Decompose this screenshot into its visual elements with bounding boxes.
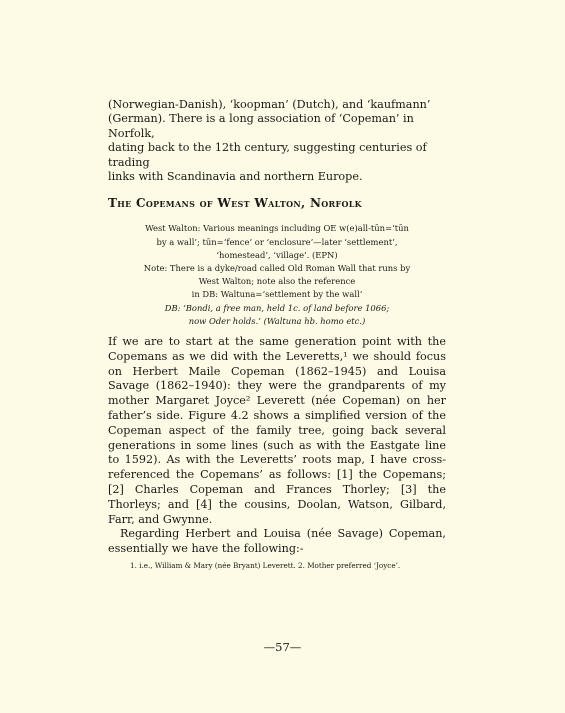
etymology-line: DB: ‘Bondi, a free man, held 1c. of land before 1066;: [164, 302, 390, 313]
footnote: 1. i.e., William & Mary (née Bryant) Leverett. 2. Mother preferred ‘Joyce’.: [130, 561, 401, 571]
etymology-line: now Oder holds.’ (Waltuna hb. homo etc.): [188, 315, 366, 326]
regarding-paragraph: Regarding Herbert and Louisa (née Savage) Copeman, essentially we have the following:-: [108, 527, 446, 556]
etymology-line: West Walton: Various meanings including OE w(e)all-tūn=‘tūn: [145, 223, 409, 234]
etymology-line: Note: There is a dyke/road called Old Roman Wall that runs by: [143, 263, 411, 274]
main-paragraph: If we are to start at the same generation point with the Copemans as we did with the Leveretts,¹ we should focus on Herbert Maile Copeman (1862–1945) and Louisa Savage (1862–1940): they were the grandparents of my mother Margaret Joyce² Leverett (née Copeman) on her father’s side. Figure 4.2 shows a simplified version of the Copeman aspect of the family tree, going back several generations in some lines (such as with the Eastgate line to 1592). As with the Leveretts’ roots map, I have cross-referenced the Copemans’ as follows: [1] the Copemans; [2] Charles Copeman and Frances Thorley; [3] the Thorleys; and [4] the cousins, Doolan, Watson, Gilbard, Farr, and Gwynne.: [108, 335, 446, 526]
intro-line: (Norwegian-Danish), ‘koopman’ (Dutch), and ‘kaufmann’: [108, 98, 431, 111]
etymology-line: ‘homestead’, ‘village’. (EPN): [216, 249, 338, 260]
intro-paragraph: [108, 98, 446, 184]
etymology-block: [108, 222, 446, 328]
intro-line: (German). There is a long association of ‘Copeman’ in Norfolk,: [108, 112, 414, 140]
section-heading: The Copemans of West Walton, Norfolk: [108, 196, 362, 211]
intro-line: dating back to the 12th century, suggesting centuries of trading: [108, 141, 427, 169]
etymology-line: by a wall’; tūn=‘fence’ or ‘enclosure’—later ‘settlement’,: [156, 236, 398, 247]
etymology-line: West Walton; note also the reference: [198, 276, 356, 287]
page-number: —57—: [263, 640, 302, 654]
intro-line: links with Scandinavia and northern Europe.: [108, 170, 363, 184]
etymology-line: in DB: Waltuna=‘settlement by the wall’: [191, 289, 363, 300]
page-body: [108, 98, 446, 571]
